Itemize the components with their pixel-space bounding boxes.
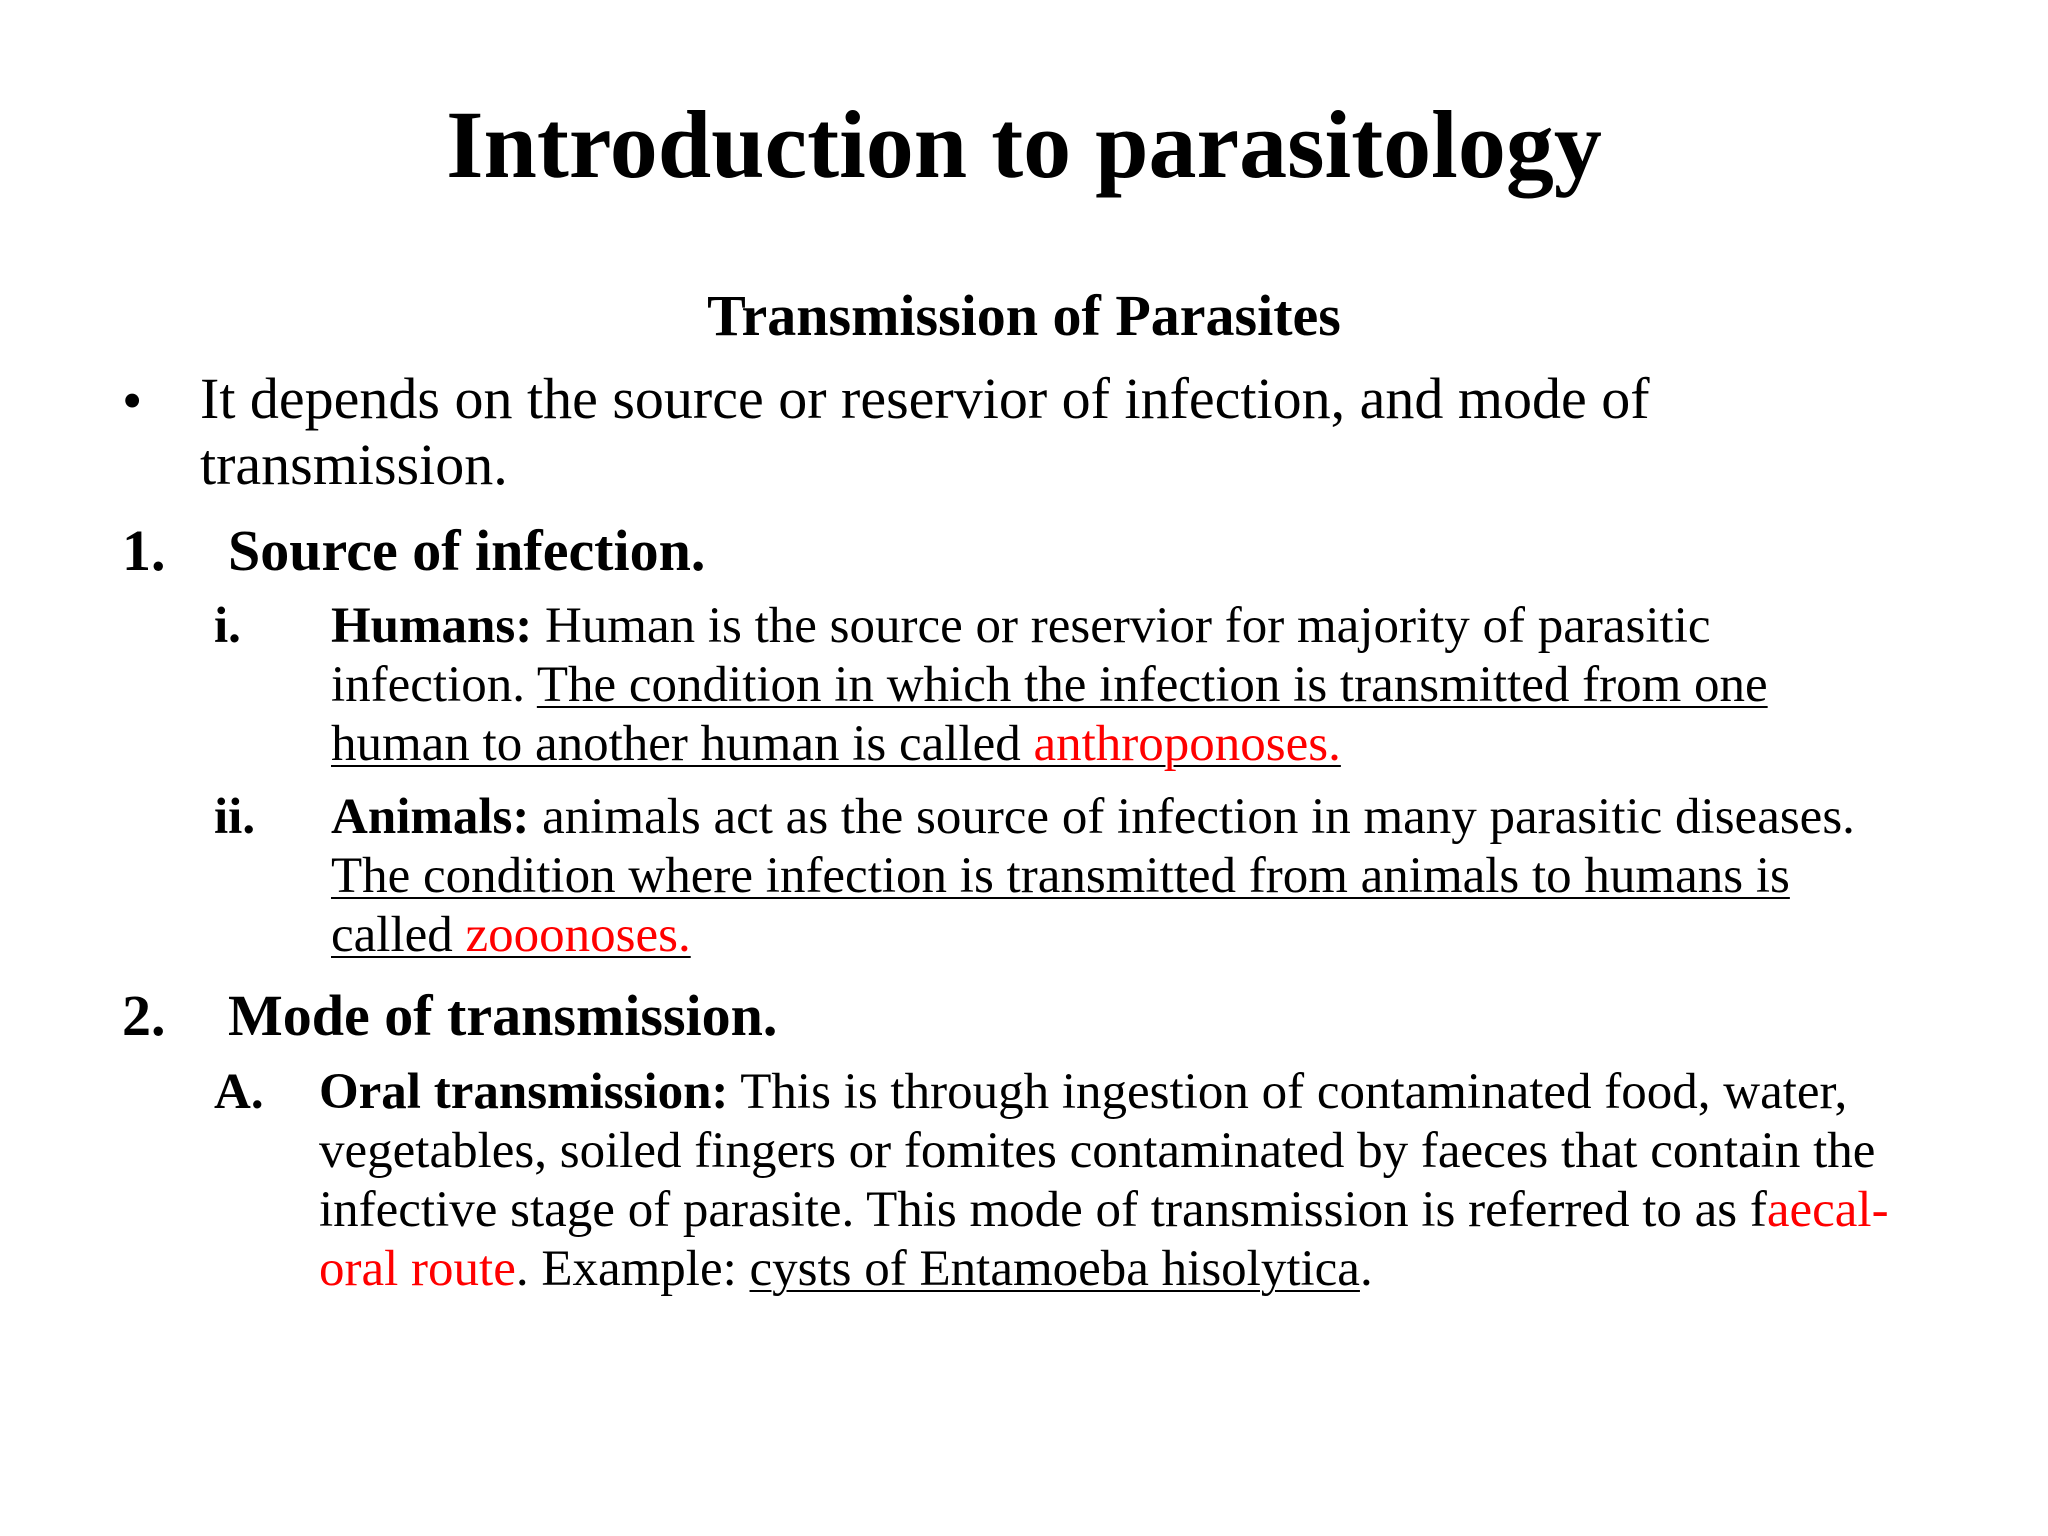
highlight-term: zooonoses. — [465, 907, 691, 963]
item-term: Humans: — [331, 598, 533, 654]
list-item — [331, 597, 1891, 774]
slide-title: Introduction to parasitology — [446, 91, 1602, 198]
list-item — [331, 788, 1891, 965]
section-number: 1. — [122, 518, 166, 583]
item-underlined-sentence: The condition in which the infection is transmitted from one human to another human is called — [331, 657, 1768, 772]
item-text-end: . — [1359, 1241, 1373, 1297]
list-item-marker: A. — [214, 1064, 264, 1120]
item-underlined-text — [331, 848, 1790, 963]
item-text: animals act as the source of infection in many parasitic diseases. — [529, 789, 1855, 845]
intro-bullet-text: It depends on the source or reservior of infection, and mode of transmission. — [200, 366, 1650, 497]
item-term: Animals: — [331, 789, 530, 845]
slide-subtitle: Transmission of Parasites — [707, 283, 1341, 348]
section-heading: Source of infection. — [228, 518, 706, 583]
list-item-marker: ii. — [214, 789, 256, 845]
item-underlined-text — [331, 657, 1768, 772]
item-text: This is through ingestion of contaminated food, water, vegetables, soiled fingers or fomites contaminated by faeces that contain the infective stage of parasite. This mode of transmission is referred to as f — [319, 1064, 1876, 1238]
highlight-term: anthroponoses. — [1033, 716, 1341, 772]
list-item — [319, 1063, 1919, 1299]
section-number: 2. — [122, 983, 166, 1048]
section-heading: Mode of transmission. — [228, 983, 778, 1048]
list-item-marker: i. — [214, 598, 241, 654]
item-term: Oral transmission: — [319, 1064, 729, 1120]
item-underlined-sentence: The condition where infection is transmitted from animals to humans is called — [331, 848, 1790, 963]
item-text: Human is the source or reservior for majority of parasitic infection. — [331, 598, 1711, 713]
highlight-term: aecal-oral route — [319, 1182, 1889, 1297]
bullet-marker: • — [122, 368, 143, 433]
example-text: cysts of Entamoeba hisolytica — [749, 1241, 1360, 1297]
item-text-after: . Example: — [515, 1241, 750, 1297]
